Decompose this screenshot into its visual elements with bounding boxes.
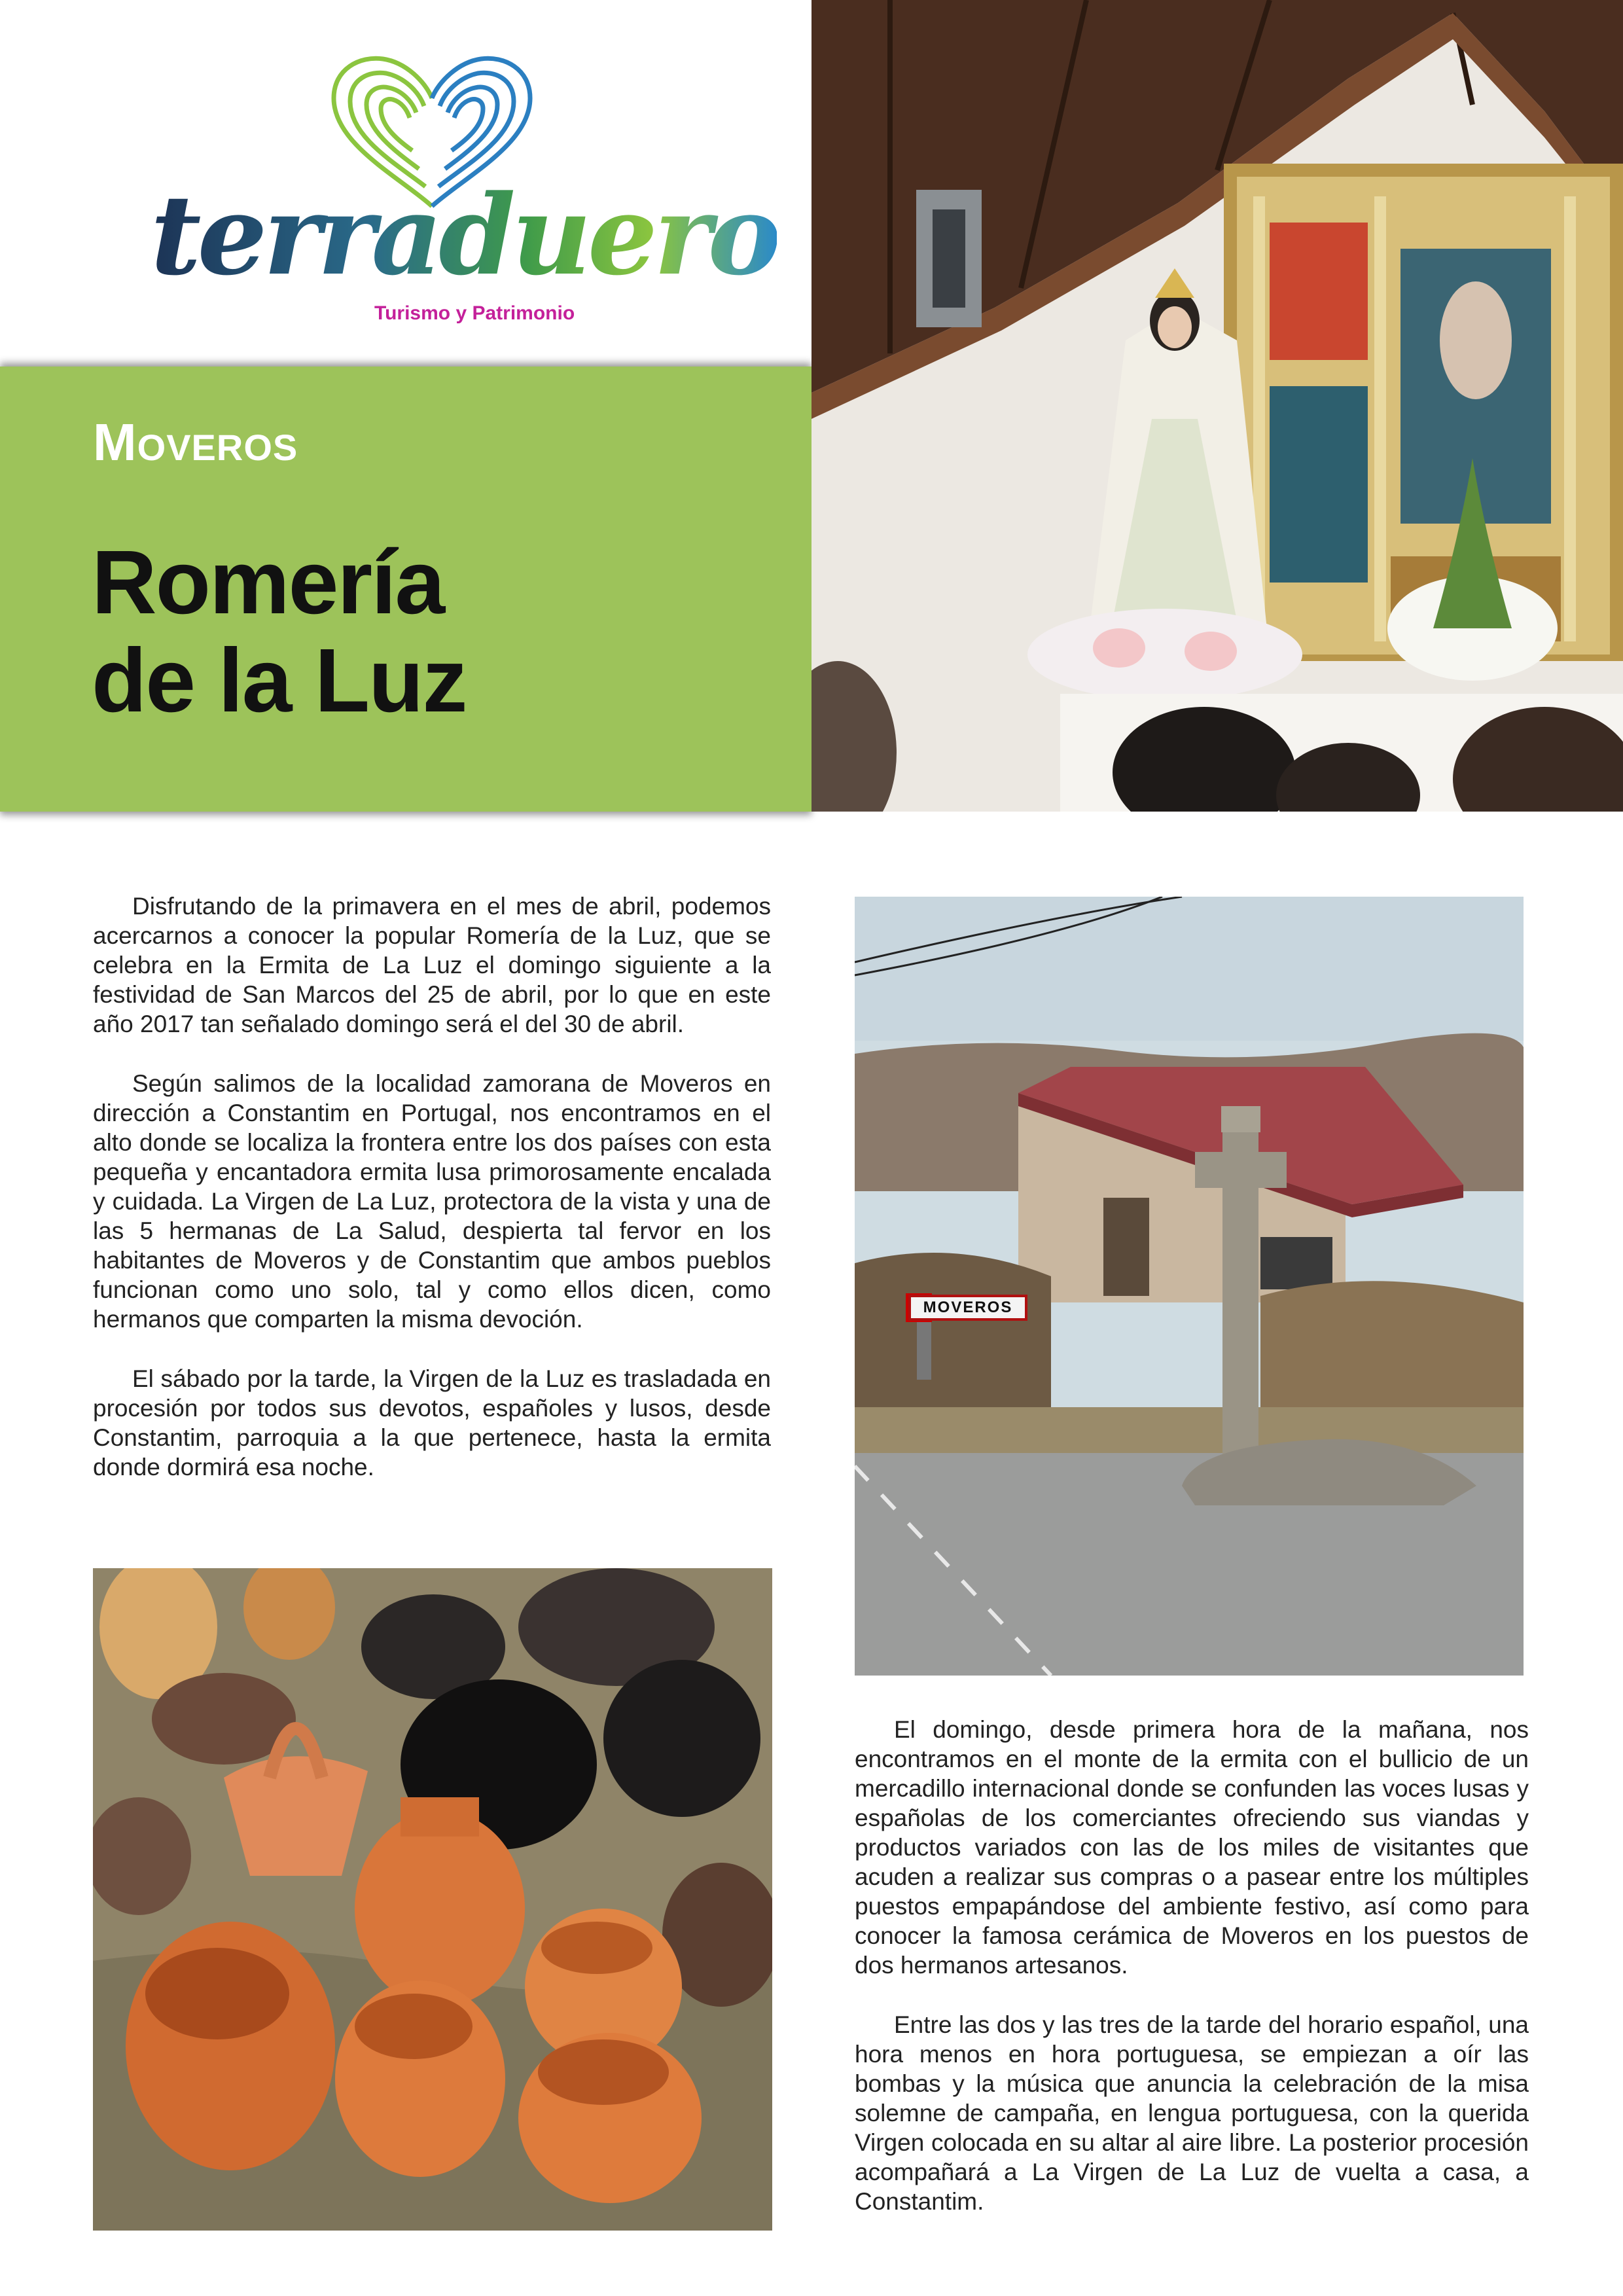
article-right-column [855, 1715, 1529, 2246]
logo-tagline: Turismo y Patrimonio [374, 302, 575, 324]
altar-photo [812, 0, 1623, 812]
pottery-photo [93, 1568, 772, 2231]
paragraph: Según salimos de la localidad zamorana de Moveros en dirección a Constantim en Portugal, nos encontramos en el alto donde se localiza la frontera entre los dos países con esta pequeña y encantadora ermita lusa primorosamente encalada y cuidada. La Virgen de La Luz, protectora de la vista y una de las 5 hermanas de La Salud, despierta tal fervor en los habitantes de Moveros y de Constantim que ambos pueblos funcionan como uno solo, tal y como ellos dicen, como hermanos que comparten la misma devoción. [93, 1070, 771, 1333]
moveros-road-sign [908, 1295, 1027, 1321]
paragraph: El sábado por la tarde, la Virgen de la Luz es trasladada en procesión por todos sus devotos, españoles y lusos, desde Constantim, parroquia a la que pertenece, hasta la ermita donde dormirá esa noche. [93, 1365, 771, 1480]
paragraph: Entre las dos y las tres de la tarde del horario español, una hora menos en hora portuguesa, se empiezan a oír las bombas y la música que anuncia la celebración de la misa solemne de campaña, en lengua portuguesa, con la querida Virgen colocada en su altar al aire libre. La posterior procesión acompañará a La Virgen de La Luz de vuelta a casa, a Constantim. [855, 2011, 1529, 2215]
title-line-2: de la Luz [92, 630, 467, 731]
page-title [92, 533, 466, 730]
article-left-column [93, 891, 771, 1512]
section-kicker: Moveros [93, 413, 298, 471]
road-sign-text: MOVEROS [923, 1299, 1013, 1316]
stone-cross-photo [855, 897, 1524, 1676]
terraduero-logo [131, 52, 777, 340]
paragraph: El domingo, desde primera hora de la mañana, nos encontramos en el monte de la ermita con el bullicio de un mercadillo internacional donde se confunden las voces lusas y españolas de los comerciantes ofreciendo sus viandas y productos variados con las de los miles de visitantes que acuden a realizar sus compras o a pasear entre los múltiples puestos empapándose del ambiente festivo, así como para conocer la famosa cerámica de Moveros en los puestos de dos hermanos artesanos. [855, 1716, 1529, 1979]
logo-wordmark: terraduero [151, 170, 777, 300]
title-panel [0, 367, 812, 812]
title-line-1: Romería [92, 532, 444, 633]
paragraph: Disfrutando de la primavera en el mes de abril, podemos acercarnos a conocer la popular Romería de la Luz, que se celebra en la Ermita de La Luz el domingo siguiente a la festividad de San Marcos del 25 de abril, por lo que en este año 2017 tan señalado domingo será el del 30 de abril. [93, 893, 771, 1037]
